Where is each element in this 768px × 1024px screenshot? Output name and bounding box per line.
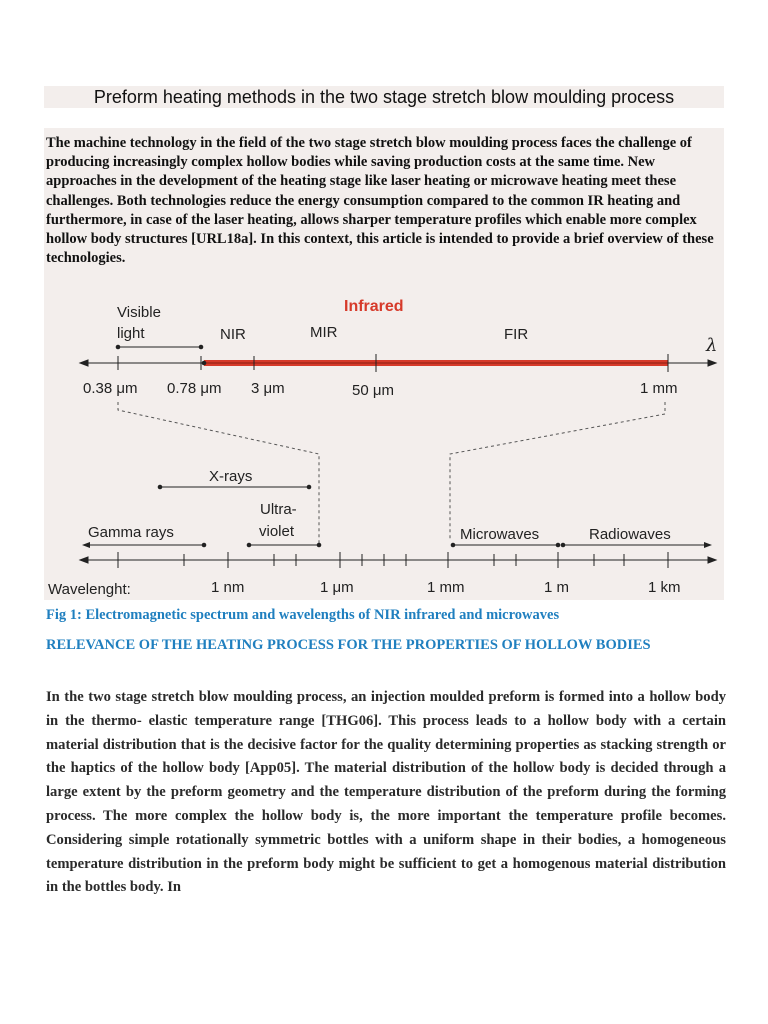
label-gamma: Gamma rays	[88, 524, 174, 541]
label-fir: FIR	[504, 326, 529, 343]
body-paragraph: In the two stage stretch blow moulding process, an injection moulded preform is formed into a hollow body in the thermo- elastic temperature range [THG06]. This process leads to a hollow body with a certain material distribution that is the decisive factor for the quality determining properties as stacking strength or the haptics of the hollow body [App05]. The material distribution of the hollow body is decided through a large extent by the preform geometry and the temperature distribution of the preform during the forming process. The more complex the hollow body is, the more important the temperature profile becomes. Considering simple rotationally symmetric bottles with a uniform shape in their bodies, a homogeneous temperature distribution in the preform body might be sufficient to get a homogenous material distribution in the bottles body. In	[46, 689, 726, 896]
tick-1m: 1 m	[544, 579, 570, 596]
label-xrays: X-rays	[209, 468, 253, 485]
tick-0-38um: 0.38 μm	[83, 380, 138, 397]
visible-light-range	[116, 345, 204, 350]
microwave-range	[451, 543, 561, 548]
spectrum-figure	[44, 294, 724, 600]
label-visible-2: light	[117, 325, 145, 342]
tick-1nm: 1 nm	[211, 579, 245, 596]
lower-axis	[80, 557, 716, 563]
tick-0-78um: 0.78 μm	[167, 380, 222, 397]
spectrum-diagram	[44, 294, 724, 600]
tick-50um: 50 μm	[352, 382, 394, 399]
label-mir: MIR	[310, 324, 338, 341]
xrays-range	[158, 485, 312, 490]
tick-1mm-lower: 1 mm	[427, 579, 465, 596]
zoom-guides	[118, 402, 665, 544]
section-heading: RELEVANCE OF THE HEATING PROCESS FOR THE PROPERTIES OF HOLLOW BODIES	[46, 637, 651, 653]
intro-paragraph: The machine technology in the field of the two stage stretch blow moulding process faces the challenge of producing increasingly complex hollow bodies while saving production costs at the same time. New approaches in the development of the heating stage like laser heating or microwave heating meet these challenges. Both technologies reduce the energy consumption compared to the common IR heating and furthermore, in case of the laser heating, allows sharper temperature profiles which enable more complex hollow body structures [URL18a]. In this context, this article is intended to provide a brief overview of these technologies.	[44, 128, 724, 294]
label-radiowaves: Radiowaves	[589, 526, 671, 543]
tick-1um: 1 μm	[320, 579, 354, 596]
document-title: Preform heating methods in the two stage stretch blow moulding process	[44, 86, 724, 108]
figure-caption: Fig 1: Electromagnetic spectrum and wavelengths of NIR infrared and microwaves	[46, 607, 560, 623]
tick-3um: 3 μm	[251, 380, 285, 397]
wavelength-label: Wavelenght:	[48, 581, 131, 598]
label-infrared: Infrared	[344, 298, 404, 315]
label-microwaves: Microwaves	[460, 526, 540, 543]
uv-range	[247, 543, 322, 548]
label-nir: NIR	[220, 326, 246, 343]
label-uv-2: violet	[259, 523, 295, 540]
label-visible-1: Visible	[117, 304, 161, 321]
tick-1mm-upper: 1 mm	[640, 380, 678, 397]
label-uv-1: Ultra-	[260, 501, 297, 518]
infrared-band	[202, 360, 668, 366]
lambda-symbol: λ	[706, 335, 718, 356]
tick-1km: 1 km	[648, 579, 681, 596]
gamma-range	[82, 542, 206, 548]
